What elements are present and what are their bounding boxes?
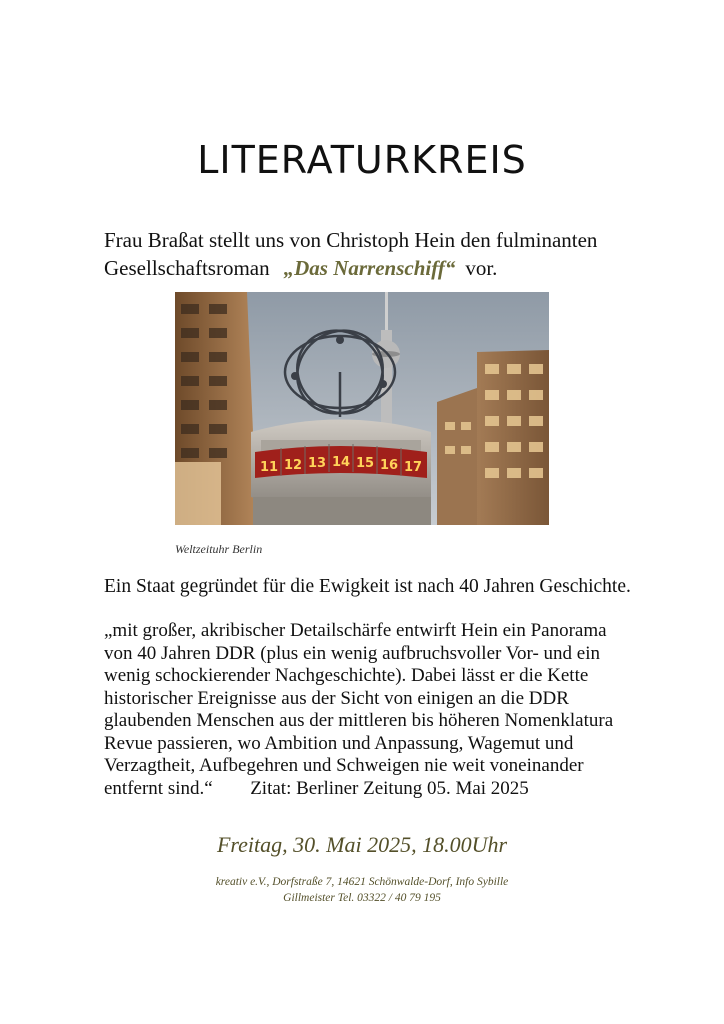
quote-line: historischer Ereignisse aus der Sicht von einigen an die DDR bbox=[104, 687, 569, 709]
venue-info-line-1: kreativ e.V., Dorfstraße 7, 14621 Schönwalde-Dorf, Info Sybille bbox=[215, 876, 509, 888]
venue-info-line-2: Gillmeister Tel. 03322 / 40 79 195 bbox=[283, 892, 441, 904]
quote-line: „mit großer, akribischer Detailschärfe entwirft Hein ein Panorama bbox=[104, 620, 607, 641]
clock-digit: 12 bbox=[283, 458, 303, 473]
clock-digit: 17 bbox=[403, 460, 423, 475]
quote-line: wenig schockierender Nachgeschichte). Dabei lässt er die Kette bbox=[104, 665, 589, 686]
page-title: LITERATURKREIS bbox=[197, 138, 527, 182]
intro-text bbox=[104, 226, 664, 282]
book-title: „Das Narrenschiff“ bbox=[283, 256, 456, 280]
quote-line: Verzagtheit, Aufbegehren und Schweigen nie weit voneinander bbox=[104, 755, 584, 776]
quote-line: Revue passieren, wo Ambition und Anpassung, Wagemut und bbox=[104, 732, 574, 754]
review-quote bbox=[104, 620, 694, 800]
venue-info bbox=[0, 874, 724, 906]
quote-line: glaubenden Menschen aus der mittleren bis höheren Nomenklatura bbox=[104, 710, 614, 731]
clock-digit: 14 bbox=[331, 455, 351, 470]
intro-line-2 bbox=[104, 254, 664, 282]
intro-prefix: Gesellschaftsroman bbox=[104, 256, 270, 280]
photo-weltzeituhr bbox=[175, 292, 549, 525]
clock-digit: 11 bbox=[259, 460, 279, 475]
photo-illustration bbox=[175, 292, 549, 525]
clock-digit: 15 bbox=[355, 456, 375, 471]
clock-digit: 13 bbox=[307, 456, 327, 471]
clock-digit: 16 bbox=[379, 458, 399, 473]
quote-source: Zitat: Berliner Zeitung 05. Mai 2025 bbox=[250, 777, 529, 799]
quote-last-line bbox=[104, 778, 694, 801]
lead-sentence: Ein Staat gegründet für die Ewigkeit ist nach 40 Jahren Geschichte. bbox=[104, 576, 631, 597]
event-date: Freitag, 30. Mai 2025, 18.00Uhr bbox=[216, 832, 508, 857]
quote-line: von 40 Jahren DDR (plus ein wenig aufbruchsvoller Vor- und ein bbox=[104, 642, 600, 664]
photo-caption: Weltzeituhr Berlin bbox=[175, 542, 263, 556]
intro-suffix: vor. bbox=[465, 256, 498, 280]
quote-end: entfernt sind.“ bbox=[104, 777, 213, 799]
intro-line-1: Frau Braßat stellt uns von Christoph Hein den fulminanten bbox=[104, 228, 598, 252]
